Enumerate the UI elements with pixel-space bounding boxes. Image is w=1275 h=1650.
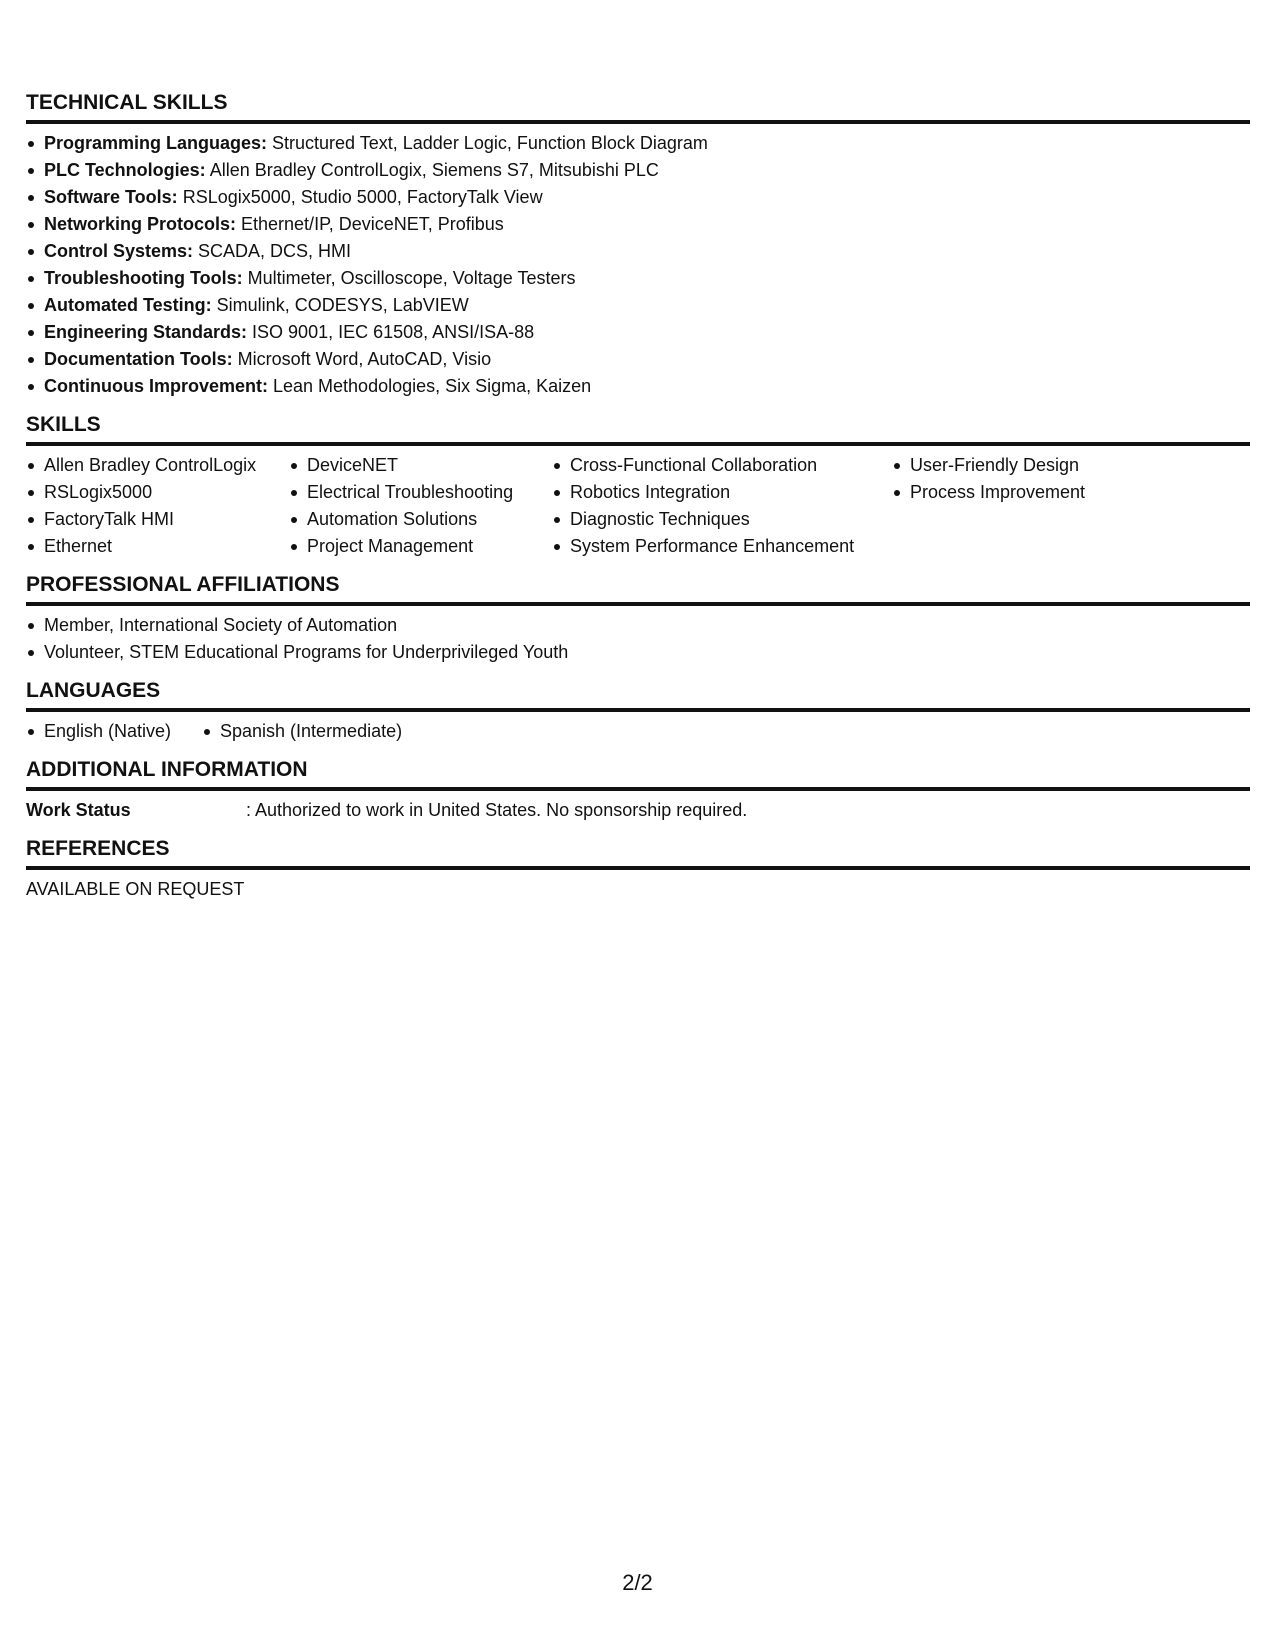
section-title-affiliations: PROFESSIONAL AFFILIATIONS [26,572,1250,606]
skills-grid [26,452,1250,560]
additional-info-section [26,757,1250,824]
skills-column [552,452,892,560]
languages-list [26,718,1250,745]
languages-column [26,718,202,745]
list-item: Ethernet [44,533,289,560]
list-item: Volunteer, STEM Educational Programs for Underprivileged Youth [44,639,1250,666]
list-item: Cross-Functional Collaboration [570,452,892,479]
list-item: FactoryTalk HMI [44,506,289,533]
list-item: Control Systems: SCADA, DCS, HMI [44,238,1250,265]
list-item: Troubleshooting Tools: Multimeter, Oscilloscope, Voltage Testers [44,265,1250,292]
work-status-value: : Authorized to work in United States. No sponsorship required. [246,800,748,820]
section-title-additional-info: ADDITIONAL INFORMATION [26,757,1250,791]
list-item: Programming Languages: Structured Text, Ladder Logic, Function Block Diagram [44,130,1250,157]
affiliations-section [26,572,1250,666]
list-item: Member, International Society of Automation [44,612,1250,639]
list-item: Software Tools: RSLogix5000, Studio 5000, FactoryTalk View [44,184,1250,211]
list-item: Networking Protocols: Ethernet/IP, DeviceNET, Profibus [44,211,1250,238]
list-item: Continuous Improvement: Lean Methodologies, Six Sigma, Kaizen [44,373,1250,400]
section-title-languages: LANGUAGES [26,678,1250,712]
affiliations-list [26,612,1250,666]
skills-section [26,412,1250,560]
languages-section [26,678,1250,745]
list-item: Process Improvement [910,479,1210,506]
section-title-references: REFERENCES [26,836,1250,870]
list-item: RSLogix5000 [44,479,289,506]
list-item: Project Management [307,533,552,560]
page-number: 2/2 [622,1570,653,1595]
list-item: Allen Bradley ControlLogix [44,452,289,479]
list-item: Automated Testing: Simulink, CODESYS, LabVIEW [44,292,1250,319]
list-item: Electrical Troubleshooting [307,479,552,506]
work-status-row [26,797,1250,824]
work-status-label: Work Status [26,800,131,820]
list-item: Documentation Tools: Microsoft Word, AutoCAD, Visio [44,346,1250,373]
list-item: Automation Solutions [307,506,552,533]
section-title-skills: SKILLS [26,412,1250,446]
references-section [26,836,1250,903]
technical-skills-list [26,130,1250,400]
list-item: User-Friendly Design [910,452,1210,479]
technical-skills-section [26,90,1250,400]
skills-column [26,452,289,560]
list-item: Diagnostic Techniques [570,506,892,533]
resume-page [26,90,1250,915]
list-item: Engineering Standards: ISO 9001, IEC 61508, ANSI/ISA-88 [44,319,1250,346]
languages-column [202,718,402,745]
references-text: AVAILABLE ON REQUEST [26,879,245,899]
list-item: PLC Technologies: Allen Bradley ControlLogix, Siemens S7, Mitsubishi PLC [44,157,1250,184]
skills-column [892,452,1210,560]
list-item: DeviceNET [307,452,552,479]
list-item: System Performance Enhancement [570,533,892,560]
list-item: English (Native) [44,718,202,745]
list-item: Spanish (Intermediate) [220,718,402,745]
skills-column [289,452,552,560]
section-title-technical-skills: TECHNICAL SKILLS [26,90,1250,124]
list-item: Robotics Integration [570,479,892,506]
